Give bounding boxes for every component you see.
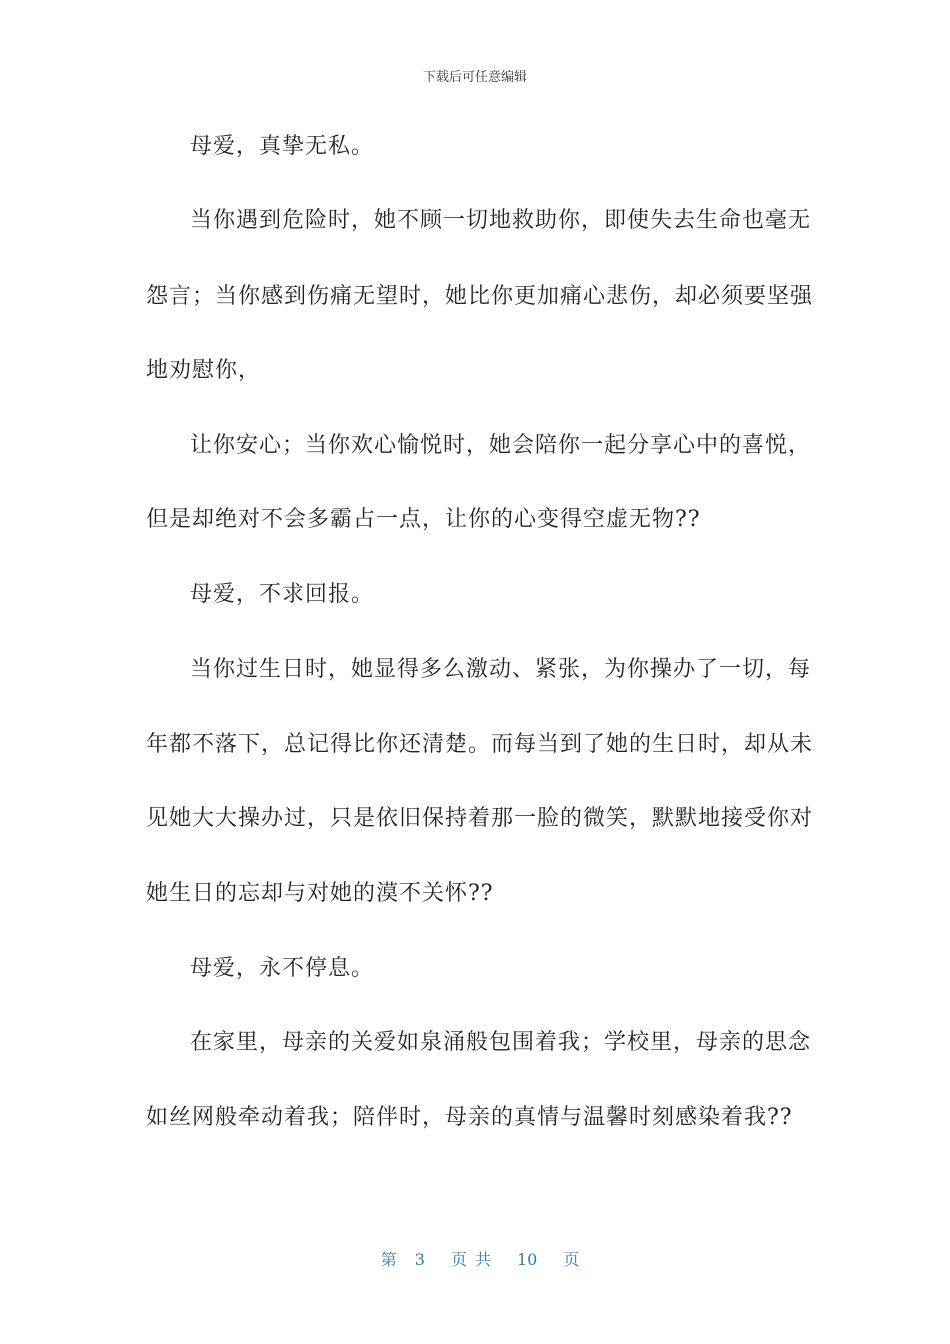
paragraph-line: 当你遇到危险时，她不顾一切地救助你，即使失去生命也毫无 — [190, 208, 812, 233]
page-footer — [0, 1228, 950, 1270]
page-label-prefix: 第 — [380, 1250, 397, 1269]
paragraph-line: 在家里，母亲的关爱如泉涌般包围着我；学校里，母亲的思念 — [190, 1030, 812, 1055]
total-pages-number: 10 — [517, 1250, 538, 1269]
paragraph-line: 怨言；当你感到伤痛无望时，她比你更加痛心悲伤，却必须要坚强 — [146, 284, 814, 309]
paragraph-line: 母爱，真挚无私。 — [190, 134, 375, 159]
page-label-mid: 页共 — [450, 1250, 499, 1269]
page-header-note: 下载后可任意编辑 — [422, 70, 527, 85]
paragraph-line: 年都不落下，总记得比你还清楚。而每当到了她的生日时，却从未 — [146, 732, 814, 757]
paragraph-line: 当你过生日时，她显得多么激动、紧张，为你操办了一切，每 — [190, 657, 812, 682]
paragraph-line: 地劝慰你， — [146, 358, 262, 383]
paragraph-line: 母爱，不求回报。 — [190, 582, 375, 607]
paragraph-line: 母爱，永不停息。 — [190, 956, 375, 981]
page-label-suffix: 页 — [563, 1250, 580, 1269]
current-page-number: 3 — [414, 1250, 425, 1269]
paragraph-line: 但是却绝对不会多霸占一点，让你的心变得空虚无物?? — [146, 507, 701, 532]
paragraph-line: 让你安心；当你欢心愉悦时，她会陪你一起分享心中的喜悦， — [190, 433, 812, 458]
paragraph-line: 她生日的忘却与对她的漠不关怀?? — [146, 881, 494, 906]
paragraph-line: 见她大大操办过，只是依旧保持着那一脸的微笑，默默地接受你对 — [146, 806, 814, 831]
paragraph-line: 如丝网般牵动着我；陪伴时，母亲的真情与温馨时刻感染着我?? — [146, 1105, 793, 1130]
